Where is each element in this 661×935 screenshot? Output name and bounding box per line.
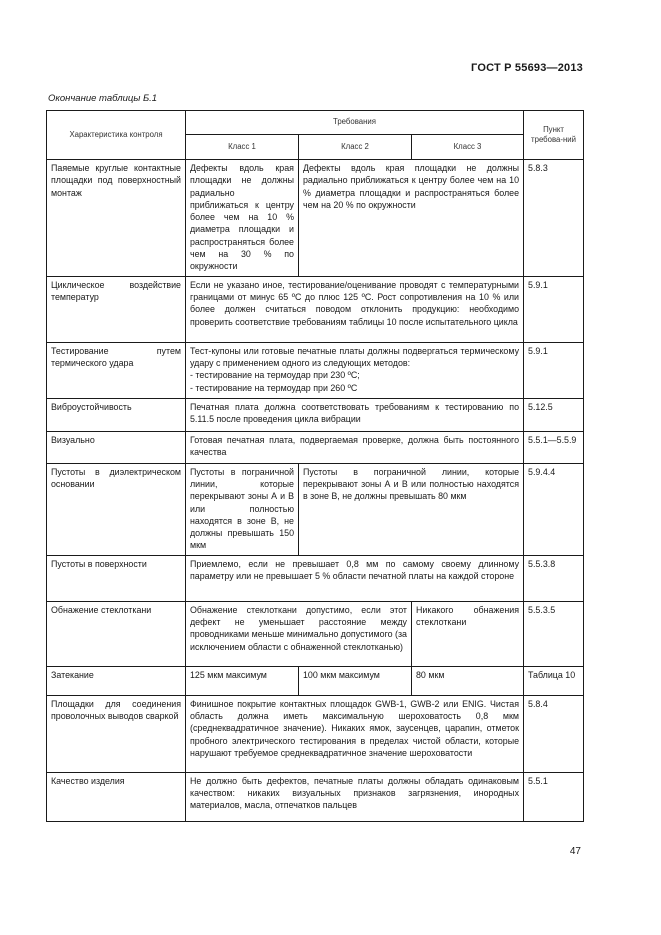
row-class-2-3: Пустоты в пограничной линии, которые перекрывают зоны А и В или полностью находятся в зоне В, не должны превышать 80 мкм [299,463,524,555]
row-all-classes: Приемлемо, если не превышает 0,8 мм по самому своему длинному параметру или не превышает 5 % области печатной платы на каждой стороне [186,555,524,601]
row-clause: 5.9.1 [524,342,584,398]
header-requirements: Требования [186,111,524,135]
header-clause: Пункт требова-ний [524,111,584,160]
row-clause: Таблица 10 [524,666,584,695]
table-row [47,431,584,463]
row-name: Пустоты в поверхности [47,555,186,601]
row-class-1: Пустоты в пограничной линии, которые перекрывают зоны А и В или полностью находятся в зоне В, не должны превышать 150 мкм [186,463,299,555]
row-clause: 5.8.4 [524,695,584,772]
row-name: Площадки для соединения проволочных выводов сваркой [47,695,186,772]
header-class-3: Класс 3 [412,135,524,160]
standard-number: ГОСТ Р 55693—2013 [471,62,583,74]
table-row [47,463,584,555]
row-name: Тестирование путем термического удара [47,342,186,398]
row-name: Затекание [47,666,186,695]
table-row [47,666,584,695]
row-all-classes: Печатная плата должна соответствовать требованиям к тестированию по 5.11.5 после проведения цикла вибрации [186,398,524,431]
row-name: Визуально [47,431,186,463]
row-clause: 5.12.5 [524,398,584,431]
row-clause: 5.5.1—5.5.9 [524,431,584,463]
row-all-classes: Не должно быть дефектов, печатные платы должны обладать одинаковым качеством: никаких визуальных признаков загрязнения, инородных материалов, масла, отпечатков пальцев [186,772,524,821]
row-name: Виброустойчивость [47,398,186,431]
row-name: Паяемые круглые контактные площадки под поверхностный монтаж [47,160,186,277]
header-characteristic: Характеристика контроля [47,111,186,160]
table-row [47,601,584,666]
table-row [47,398,584,431]
header-class-1: Класс 1 [186,135,299,160]
row-class-2-3: Дефекты вдоль края площадки не должны радиально приближаться к центру более чем на 10 % диаметра площадки и распространяться более чем на 20 % по окружности [299,160,524,277]
row-class-3: Никакого обнажения стеклоткани [412,601,524,666]
table-row [47,342,584,398]
row-clause: 5.9.1 [524,276,584,342]
row-all-classes: Готовая печатная плата, подвергаемая проверке, должна быть постоянного качества [186,431,524,463]
table-caption: Окончание таблицы Б.1 [48,93,158,104]
row-all-classes [186,342,524,398]
page-number: 47 [569,846,581,857]
row-all-classes: Если не указано иное, тестирование/оценивание проводят с температурными границами от минус 65 ºС до плюс 125 ºС. Рост сопротивления на 10 % или более должен считаться поводом отклонить продукцию: необходимо проверить соответствие требованиям таблицы 10 после испытательного цикла [186,276,524,342]
table-row [47,160,584,277]
table-row [47,772,584,821]
requirements-table [46,110,584,822]
row-clause: 5.8.3 [524,160,584,277]
row-clause: 5.5.3.8 [524,555,584,601]
row-all-classes: Финишное покрытие контактных площадок GWB-1, GWB-2 или ENIG. Чистая область должна иметь максимальную шероховатость 0,8 мкм (среднеквадратичное значение). Никаких ямок, заусенцев, царапин, отметок пробного электрического тестирования в пределах чистой области, которые нарушают требуемое среднеквадратичное значение шероховатости [186,695,524,772]
table-row [47,695,584,772]
row-class-1-2: Обнажение стеклоткани допустимо, если этот дефект не уменьшает расстояние между проводниками меньше минимально допустимого (за исключением области с обнаженной стеклотканью) [186,601,412,666]
header-row-1 [47,111,584,135]
header-class-2: Класс 2 [299,135,412,160]
row-text-line: - тестирование на термоудар при 260 ºС [190,382,358,393]
row-text-line: Тест-купоны или готовые печатные платы должны подвергаться термическому удару с применением одного из следующих методов: [190,345,520,368]
row-class-3: 80 мкм [412,666,524,695]
row-text-line: - тестирование на термоудар при 230 ºС; [190,370,360,381]
row-clause: 5.9.4.4 [524,463,584,555]
row-name: Обнажение стеклоткани [47,601,186,666]
row-class-2: 100 мкм максимум [299,666,412,695]
table-row [47,555,584,601]
table-row [47,276,584,342]
row-class-1: Дефекты вдоль края площадки не должны радиально приближаться к центру более чем на 10 % диаметра площадки и распространяться более чем на 30 % по окружности [186,160,299,277]
row-clause: 5.5.3.5 [524,601,584,666]
row-clause: 5.5.1 [524,772,584,821]
row-name: Циклическое воздействие температур [47,276,186,342]
row-name: Качество изделия [47,772,186,821]
row-name: Пустоты в диэлектрическом основании [47,463,186,555]
row-class-1: 125 мкм максимум [186,666,299,695]
